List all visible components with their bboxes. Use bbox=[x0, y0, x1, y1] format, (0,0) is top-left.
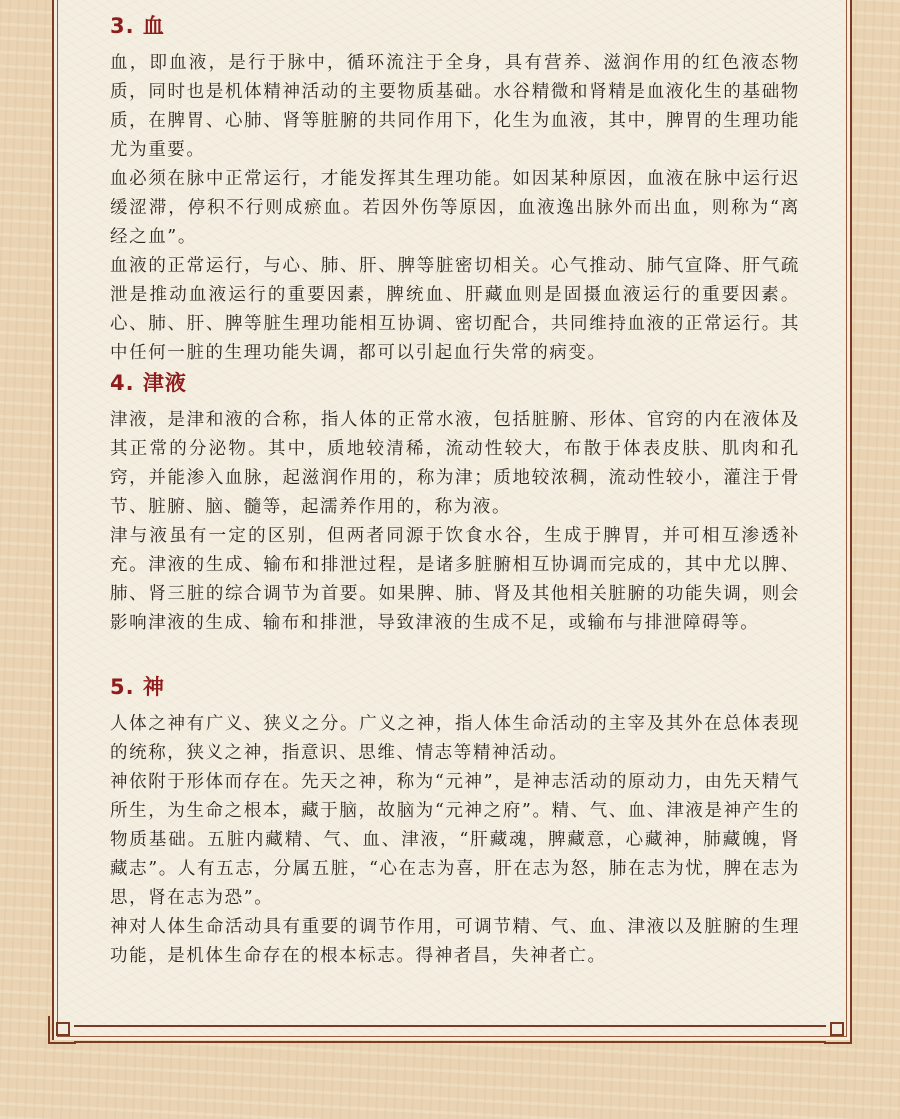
paragraph: 神依附于形体而存在。先天之神，称为“元神”，是神志活动的原动力，由先天精气所生，为生命之根本，藏于脑，故脑为“元神之府”。精、气、血、津液是神产生的物质基础。五脏内藏精、气、血、津液，“肝藏魂，脾藏意，心藏神，肺藏魄，肾藏志”。人有五志，分属五脏，“心在志为喜，肝在志为怒，肺在志为忧，脾在志为思，肾在志为恐”。 bbox=[110, 772, 800, 908]
section-heading-blood: 3. 血 bbox=[110, 14, 165, 38]
paragraph: 血液的正常运行，与心、肺、肝、脾等脏密切相关。心气推动、肺气宣降、肝气疏泄是推动血液运行的重要因素，脾统血、肝藏血则是固摄血液运行的重要因素。心、肺、肝、脾等脏生理功能相互协调、密切配合，共同维持血液的正常运行。其中任何一脏的生理功能失调，都可以引起血行失常的病变。 bbox=[110, 256, 800, 363]
paragraph: 人体之神有广义、狭义之分。广义之神，指人体生命活动的主宰及其外在总体表现的统称，狭义之神，指意识、思维、情志等精神活动。 bbox=[110, 714, 800, 763]
section-heading-spirit: 5. 神 bbox=[110, 675, 165, 699]
section-blood bbox=[110, 11, 800, 368]
decorative-corner-left bbox=[48, 1016, 76, 1044]
decorative-corner-right bbox=[824, 1016, 852, 1044]
paragraph: 神对人体生命活动具有重要的调节作用，可调节精、气、血、津液以及脏腑的生理功能，是机体生命存在的根本标志。得神者昌，失神者亡。 bbox=[110, 917, 800, 966]
paragraph: 津液，是津和液的合称，指人体的正常水液，包括脏腑、形体、官窍的内在液体及其正常的分泌物。其中，质地较清稀，流动性较大，布散于体表皮肤、肌肉和孔窍，并能渗入血脉，起滋润作用的，称为津；质地较浓稠，流动性较小，灌注于骨节、脏腑、脑、髓等，起濡养作用的，称为液。 bbox=[110, 410, 800, 517]
paragraph: 血必须在脉中正常运行，才能发挥其生理功能。如因某种原因，血液在脉中运行迟缓涩滞，停积不行则成瘀血。若因外伤等原因，血液逸出脉外而出血，则称为“离经之血”。 bbox=[110, 169, 800, 247]
section-spirit bbox=[110, 672, 800, 971]
paragraph: 津与液虽有一定的区别，但两者同源于饮食水谷，生成于脾胃，并可相互渗透补充。津液的生成、输布和排泄过程，是诸多脏腑相互协调而完成的，其中尤以脾、肺、肾三脏的综合调节为首要。如果脾、肺、肾及其他相关脏腑的功能失调，则会影响津液的生成、输布和排泄，导致津液的生成不足，或输布与排泄障碍等。 bbox=[110, 526, 800, 633]
section-heading-body-fluids: 4. 津液 bbox=[110, 371, 187, 395]
decorative-frame-bottom bbox=[74, 1025, 826, 1043]
section-body-fluids bbox=[110, 368, 800, 638]
paragraph: 血，即血液，是行于脉中，循环流注于全身，具有营养、滋润作用的红色液态物质，同时也是机体精神活动的主要物质基础。水谷精微和肾精是血液化生的基础物质，在脾胃、心肺、肾等脏腑的共同作用下，化生为血液，其中，脾胃的生理功能尤为重要。 bbox=[110, 53, 800, 160]
